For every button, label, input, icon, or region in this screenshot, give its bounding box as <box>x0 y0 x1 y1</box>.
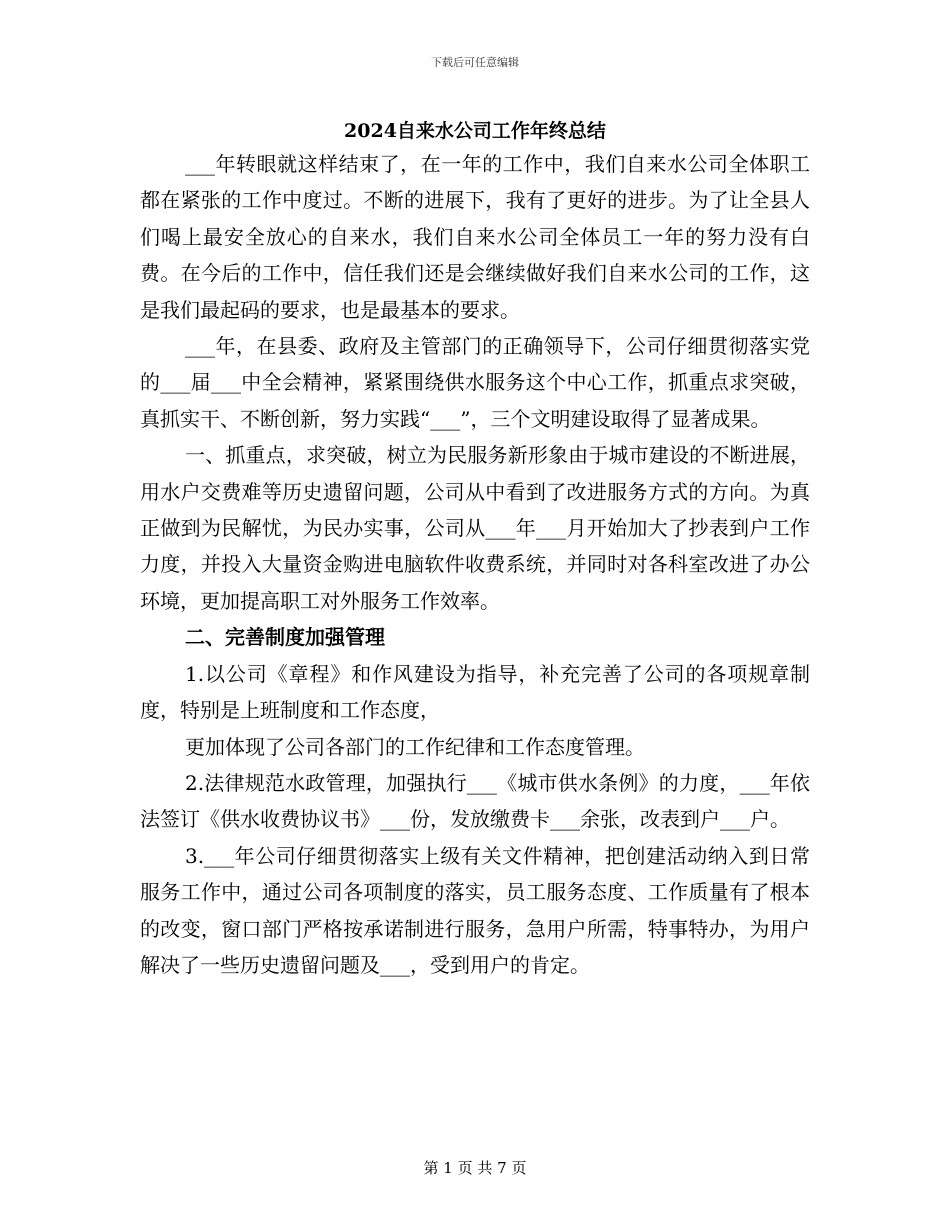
paragraph-section-one: 一、抓重点，求突破，树立为民服务新形象由于城市建设的不断进展，用水户交费难等历史遗留问题，公司从中看到了改进服务方式的方向。为真正做到为民解忧，为民办实事，公司从___年___月开始加大了抄表到户工作力度，并投入大量资金购进电脑软件收费系统，并同时对各科室改进了办公环境，更加提高职工对外服务工作效率。 <box>140 443 810 613</box>
page-number: 第 1 页 共 7 页 <box>423 1159 527 1177</box>
paragraph-item-3: 3.___年公司仔细贯彻落实上级有关文件精神，把创建活动纳入到日常服务工作中，通过公司各项制度的落实，员工服务态度、工作质量有了根本的改变，窗口部门严格按承诺制进行服务，急用户所需，特事特办，为用户解决了一些历史遗留问题及___，受到用户的肯定。 <box>140 843 810 977</box>
paragraph-achievements: ___年，在县委、政府及主管部门的正确领导下，公司仔细贯彻落实党的___届___中全会精神，紧紧围绕供水服务这个中心工作，抓重点求突破，真抓实干、不断创新，努力实践“___”，三个文明建设取得了显著成果。 <box>140 334 810 431</box>
document-body <box>140 146 810 983</box>
paragraph-item-2: 2.法律规范水政管理，加强执行___《城市供水条例》的力度，___年依法签订《供水收费协议书》___份，发放缴费卡___余张，改表到户___户。 <box>140 770 810 832</box>
section-heading-two: 二、完善制度加强管理 <box>185 625 385 650</box>
paragraph-intro: ___年转眼就这样结束了，在一年的工作中，我们自来水公司全体职工都在紧张的工作中度过。不断的进展下，我有了更好的进步。为了让全县人们喝上最安全放心的自来水，我们自来水公司全体员工一年的努力没有白费。在今后的工作中，信任我们还是会继续做好我们自来水公司的工作，这是我们最起码的要求，也是最基本的要求。 <box>140 152 810 322</box>
page-title: 2024自来水公司工作年终总结 <box>344 120 606 142</box>
paragraph-item-1-cont: 更加体现了公司各部门的工作纪律和工作态度管理。 <box>185 734 645 759</box>
header-note: 下载后可任意编辑 <box>431 56 519 69</box>
paragraph-item-1: 1.以公司《章程》和作风建设为指导，补充完善了公司的各项规章制度，特别是上班制度和工作态度， <box>140 661 810 723</box>
